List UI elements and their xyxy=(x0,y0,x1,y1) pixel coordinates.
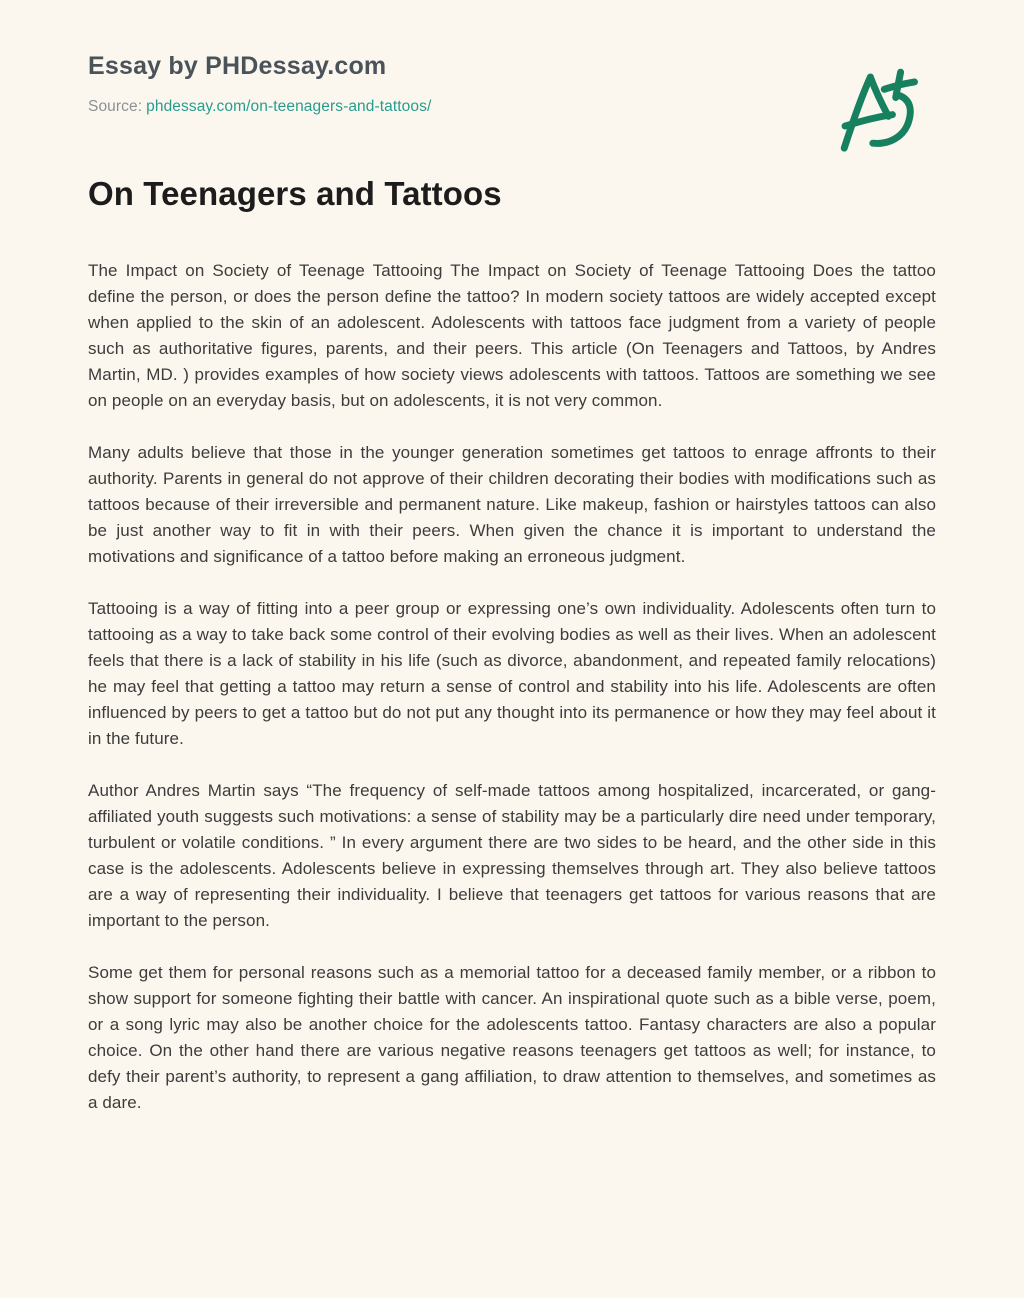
essay-paragraph: Many adults believe that those in the younger generation sometimes get tattoos to enrage affronts to their authority. Parents in general do not approve of their children decorating their bodies with modifications such as tattoos because of their irreversible and permanent nature. Like makeup, fashion or hairstyles tattoos can also be just another way to fit in with their peers. When given the chance it is important to understand the motivations and significance of a tattoo before making an erroneous judgment. xyxy=(88,443,936,567)
essay-paragraph: Tattooing is a way of fitting into a peer group or expressing one’s own individuality. Adolescents often turn to tattooing as a way to take back some control of their evolving bodies as well as their lives. When an adolescent feels that there is a lack of stability in his life (such as divorce, abandonment, and repeated family relocations) he may feel that getting a tattoo may return a sense of control and stability into his life. Adolescents are often influenced by peers to get a tattoo but do not put any thought into its permanence or how they may feel about it in the future. xyxy=(88,599,936,749)
page-title: On Teenagers and Tattoos xyxy=(88,174,502,212)
source-link[interactable]: phdessay.com/on-teenagers-and-tattoos/ xyxy=(146,97,432,115)
essay-paragraph: Some get them for personal reasons such as a memorial tattoo for a deceased family member, or a ribbon to show support for someone fighting their battle with cancer. An inspirational quote such as a bible verse, poem, or a song lyric may also be another choice for the adolescents tattoo. Fantasy characters are also a popular choice. On the other hand there are various negative reasons teenagers get tattoos as well; for instance, to defy their parent’s authority, to represent a gang affiliation, to draw attention to themselves, and sometimes as a dare. xyxy=(88,963,936,1113)
a-plus-logo-icon xyxy=(832,58,930,168)
source-label: Source: xyxy=(88,97,143,115)
brand-heading: Essay by PHDessay.com xyxy=(88,52,387,80)
essay-body xyxy=(88,258,936,1116)
essay-paragraph: Author Andres Martin says “The frequency of self-made tattoos among hospitalized, incarcerated, or gang-affiliated youth suggests such motivations: a sense of stability may be a particularly dire need under temporary, turbulent or volatile conditions. ” In every argument there are two sides to be heard, and the other side in this case is the adolescents. Adolescents believe in expressing themselves through art. They also believe tattoos are a way of representing their individuality. I believe that teenagers get tattoos for various reasons that are important to the person. xyxy=(88,781,936,931)
source-row xyxy=(88,98,936,116)
essay-paragraph: The Impact on Society of Teenage Tattooing The Impact on Society of Teenage Tattooing Does the tattoo define the person, or does the person define the tattoo? In modern society tattoos are widely accepted except when applied to the skin of an adolescent. Adolescents with tattoos face judgment from a variety of people such as authoritative figures, parents, and their peers. This article (On Teenagers and Tattoos, by Andres Martin, MD. ) provides examples of how society views adolescents with tattoos. Tattoos are something we see on people on an everyday basis, but on adolescents, it is not very common. xyxy=(88,261,936,411)
